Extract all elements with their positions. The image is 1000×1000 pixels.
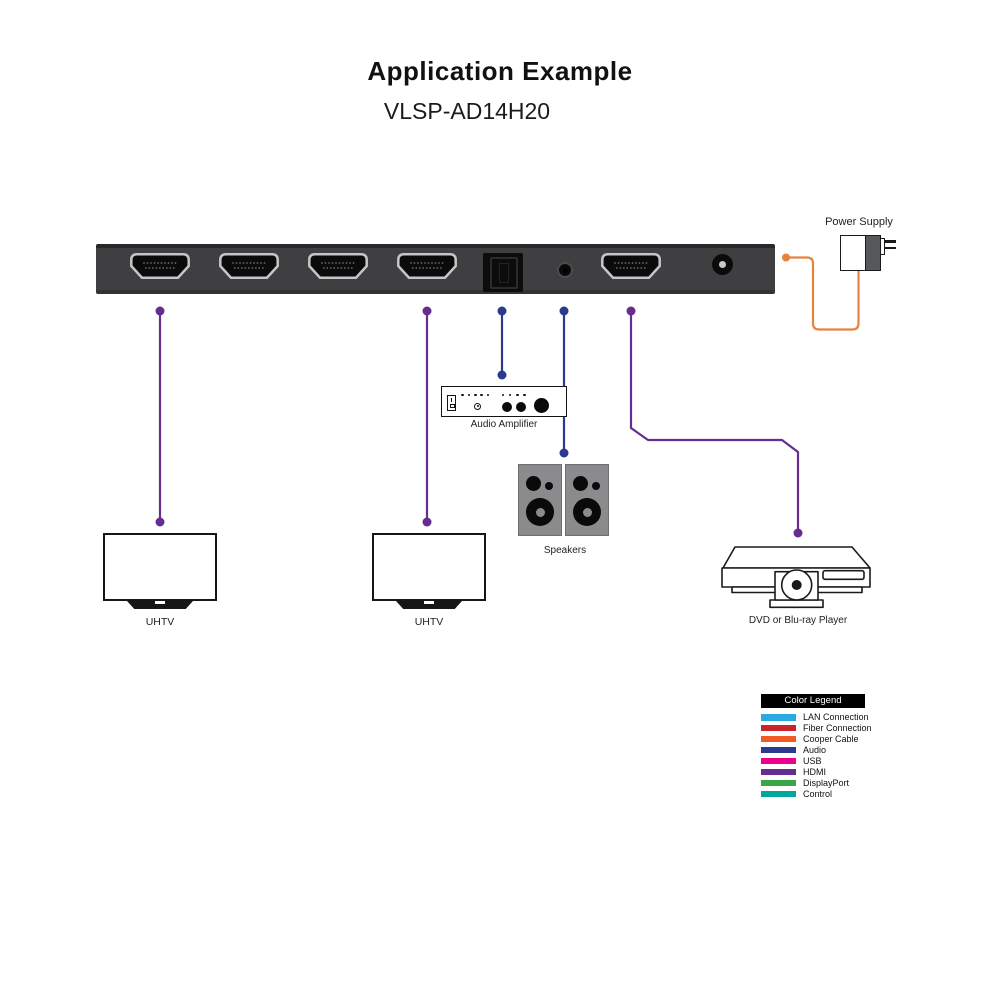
tv-stand	[127, 601, 193, 609]
amplifier-led-icon	[502, 394, 505, 397]
cable-endpoint	[156, 518, 165, 527]
legend-item-label: Fiber Connection	[803, 723, 872, 734]
cable-endpoint	[423, 307, 432, 316]
uhtv-2-label: UHTV	[414, 616, 444, 628]
dvd-disc-slot-icon	[823, 571, 864, 580]
speaker-tweeter-icon	[526, 476, 541, 491]
legend-item-label: LAN Connection	[803, 712, 869, 723]
legend-swatch	[761, 791, 796, 797]
cable-endpoint	[560, 449, 569, 458]
legend-swatch	[761, 769, 796, 775]
audio-jack-port-icon	[557, 262, 573, 278]
speaker-woofer-icon	[526, 498, 554, 526]
legend-row	[761, 777, 911, 788]
legend-header: Color Legend	[761, 694, 865, 708]
speaker-tweeter-icon	[573, 476, 588, 491]
color-legend	[761, 694, 911, 799]
amplifier-led-icon	[487, 394, 490, 397]
power-supply-body	[840, 235, 866, 271]
hdmi-output-1-port-icon	[130, 253, 190, 279]
amplifier-led-icon	[509, 394, 512, 397]
legend-swatch	[761, 736, 796, 742]
dvd-player-label: DVD or Blu-ray Player	[748, 615, 848, 626]
hdmi-output-4-port-icon	[397, 253, 457, 279]
cable-endpoint	[156, 307, 165, 316]
speaker-port-icon	[592, 482, 600, 490]
legend-row	[761, 766, 911, 777]
speakers-label: Speakers	[543, 545, 587, 556]
legend-row	[761, 712, 911, 723]
dc-power-port-icon	[712, 254, 733, 275]
legend-row	[761, 788, 911, 799]
power-supply-label: Power Supply	[825, 216, 893, 228]
amplifier-led-icon	[474, 394, 477, 397]
legend-swatch	[761, 725, 796, 731]
power-supply-prong	[884, 247, 896, 250]
legend-item-label: USB	[803, 756, 822, 766]
legend-swatch	[761, 714, 796, 720]
cable-endpoint	[560, 307, 569, 316]
legend-row	[761, 734, 911, 745]
legend-row	[761, 745, 911, 756]
cable-endpoint	[782, 254, 790, 262]
amplifier-led-icon	[480, 394, 483, 397]
page-title: Application Example	[367, 56, 633, 86]
tv-stand	[396, 601, 462, 609]
legend-item-label: DisplayPort	[803, 777, 850, 788]
amplifier-led-icon	[516, 394, 519, 397]
hdmi-input-port-icon	[601, 253, 661, 279]
cable-endpoint	[627, 307, 636, 316]
amplifier-knob-icon	[502, 402, 512, 412]
amplifier-led-icon	[468, 394, 471, 397]
amplifier-knob-icon	[474, 403, 481, 410]
dvd-player	[715, 540, 885, 615]
uhtv-1	[103, 533, 217, 628]
hdmi-cable-input	[631, 311, 798, 533]
amplifier-volume-knob-icon	[534, 398, 549, 413]
legend-row	[761, 756, 911, 767]
amplifier-knob-icon	[516, 402, 526, 412]
speaker-left	[518, 464, 562, 536]
speaker-woofer-icon	[573, 498, 601, 526]
legend-rows	[761, 712, 911, 799]
uhtv-1-label: UHTV	[145, 616, 175, 628]
legend-row	[761, 723, 911, 734]
legend-item-label: Cooper Cable	[803, 734, 859, 745]
audio-amplifier	[441, 386, 567, 417]
optical-audio-port-icon	[483, 253, 523, 292]
hdmi-output-3-port-icon	[308, 253, 368, 279]
tv-screen	[372, 533, 486, 601]
amplifier-power-switch-icon	[447, 395, 456, 411]
power-supply-prong	[884, 240, 896, 243]
dvd-tray-base	[770, 600, 823, 607]
uhtv-2	[372, 533, 486, 628]
legend-swatch	[761, 780, 796, 786]
amplifier-led-icon	[523, 394, 526, 397]
speaker-right	[565, 464, 609, 536]
dvd-disc-hub-icon	[792, 580, 802, 590]
legend-swatch	[761, 758, 796, 764]
cable-endpoint	[498, 371, 507, 380]
tv-screen	[103, 533, 217, 601]
dvd-top-face	[723, 547, 870, 568]
speaker-port-icon	[545, 482, 553, 490]
legend-item-label: Control	[803, 788, 833, 799]
hdmi-output-2-port-icon	[219, 253, 279, 279]
cable-endpoint	[794, 529, 803, 538]
audio-amplifier-label: Audio Amplifier	[470, 419, 538, 430]
cable-endpoint	[423, 518, 432, 527]
legend-item-label: Audio	[803, 745, 827, 756]
model-number: VLSP-AD14H20	[383, 98, 551, 124]
cable-endpoint	[498, 307, 507, 316]
amplifier-led-icon	[461, 394, 464, 397]
legend-item-label: HDMI	[803, 766, 826, 777]
legend-swatch	[761, 747, 796, 753]
